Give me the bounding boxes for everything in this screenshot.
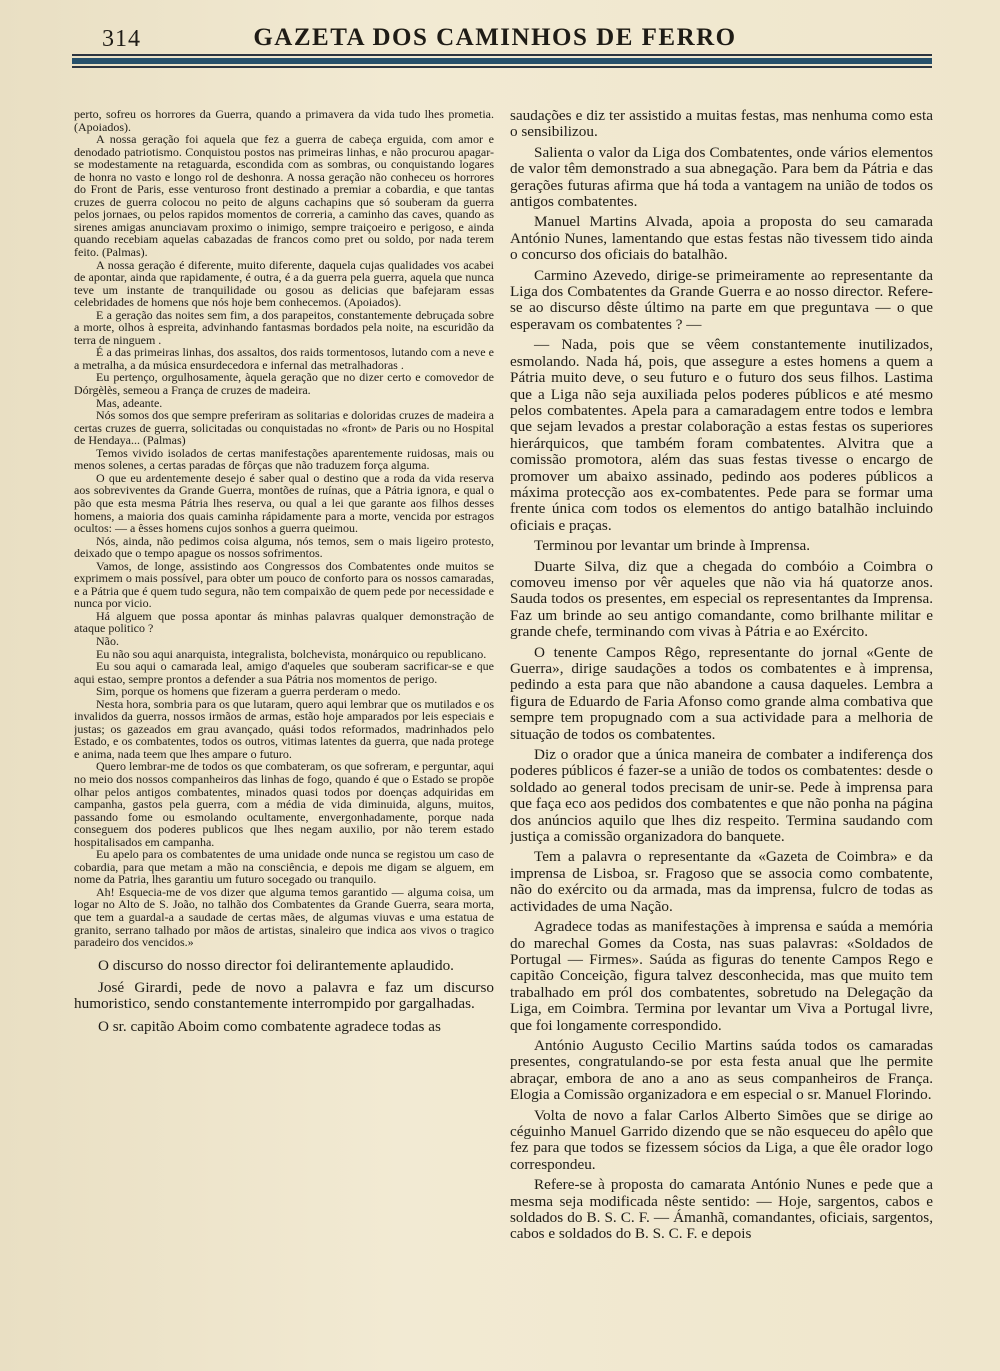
paragraph: Terminou por levantar um brinde à Imprensa. — [534, 537, 811, 555]
paragraph: É a das primeiras linhas, dos assaltos, dos raids tormentosos, lutando com a neve e a metralha, a da música ensurdecedora e infernal das metralhadoras . — [74, 345, 494, 372]
paragraph: perto, sofreu os horrores da Guerra, quando a primavera da vida tudo lhes prometia. (Apoiados). — [74, 108, 494, 134]
paragraph: Vamos, de longe, assistindo aos Congressos dos Combatentes onde muitos se exprimem o mais possível, para obter um pouco de conforto para os nossos camaradas, e a Pátria que é quem tudo segura, não tem compaixão de quem pede por necessidade e nunca por vicio. — [74, 558, 494, 611]
paragraph: Refere-se à proposta do camarata António Nunes e pede que a mesma seja modificada nêste sentido: — Hoje, sargentos, cabos e soldados do B. S. C. F. — Ámanhã, comandantes, oficiais, sargentos, cabos e soldados do B. S. C. F. e depois — [510, 1176, 933, 1243]
paragraph: Quero lembrar-me de todos os que combateram, os que sofreram, e perguntar, aqui no meio dos nossos companheiros das linhas de fogo, quando é que o Estado se propõe olhar pelos antigos combatentes, minados quasi todos por doenças adquiridas em campanha, gastos pela guerra, com a média de vida diminuida, alguns, muitos, passando fome ou esmolando ocultamente, envergonhadamente, porque nada conseguem dos poderes publicos que lhes negam auxilio, por não terem estado hospitalisados em campanha. — [74, 759, 494, 849]
paragraph: O tenente Campos Rêgo, representante do jornal «Gente de Guerra», dirige saudações a todos os combatentes e à imprensa, pedindo a esta para que não abandone a causa daqueles. Lembra a figura de Eduardo de Faria Afonso como grande alma combativa que sempre tem propugnado com a sua actividade para a melhoria de situação de todos os combatentes. — [510, 643, 933, 743]
speech-text — [74, 108, 494, 949]
paragraph: Eu sou aqui o camarada leal, amigo d'aqueles que souberam sacrificar-se e que aqui estao, sempre prontos a defender a sua Pátria nos momentos de perigo. — [74, 659, 494, 686]
paragraph: Há alguem que possa apontar ás minhas palavras qualquer demonstração de ataque politico ? — [74, 608, 494, 636]
paragraph: Tem a palavra o representante da «Gazeta de Coimbra» e da imprensa de Lisboa, sr. Fragoso que se associa como combatente, não do exército ou da armada, mas da imprensa, fulcro de todas as actividades de uma Nação. — [510, 848, 933, 915]
paragraph: Volta de novo a falar Carlos Alberto Simões que se dirige ao céguinho Manuel Garrido dizendo que se não esqueceu do apêlo que fez para que todos se fizessem sócios da Liga, a que êle orador logo correspondeu. — [510, 1106, 933, 1173]
paragraph: Nós somos dos que sempre preferiram as solitarias e doloridas cruzes de madeira a certas cruzes de guerra, solicitadas ou conquistadas no «front» de Paris ou no Hospital de Hendaya... (Palmas) — [74, 408, 494, 448]
paragraph: Agradece todas as manifestações à imprensa e saúda a memória do marechal Gomes da Costa, nas suas palavras: «Soldados de Portugal — Firmes». Saúda as figuras do tenente Campos Rego e capitão Conceição, figura talvez desconhecida, mas que muito tem trabalhado em pról dos combatentes, sobretudo na Delegação da Liga, em Coimbra. Termina por levantar um Viva a Portugal livre, que foi longamente correspondido. — [510, 918, 933, 1034]
paragraph: saudações e diz ter assistido a muitas festas, mas nenhuma como esta o sensibilizou. — [510, 108, 933, 141]
paragraph: A nossa geração é diferente, muito diferente, daquela cujas qualidades vos acabei de apontar, ainda que rapidamente, é outra, é a da guerra pela guerra, aquela que nunca teve um instante de tranquilidade ou gosou as delicias que bafejaram essas celebridades de homens que nós hoje bem conhecemos. (Apoiados). — [74, 257, 494, 310]
paragraph: Carmino Azevedo, dirige-se primeiramente ao representante da Liga dos Combatentes da Grande Guerra e ao nosso director. Refere-se ao discurso dêste último na parte em que preguntava — o que esperavam os combatentes ? — — [510, 266, 933, 333]
paragraph: Manuel Martins Alvada, apoia a proposta do seu camarada António Nunes, lamentando que estas festas não tivessem tido ainda o concurso dos oficiais do batalhão. — [510, 213, 933, 264]
publication-title: GAZETA DOS CAMINHOS DE FERRO — [253, 24, 737, 51]
paragraph: Nós, ainda, não pedimos coisa alguma, nós temos, sem o mais ligeiro protesto, deixado que o tempo apague os nossos sofrimentos. — [74, 533, 494, 561]
paragraph: Mas, adeante. — [96, 395, 163, 410]
paragraph: O que eu ardentemente desejo é saber qual o destino que a roda da vida reserva aos sobreviventes da Grande Guerra, montões de ruínas, que a Pátria ignora, e qual o pão que esta mesma Pátria lhes reserva, ou qual a lei que garante aos filhos desses homens, a maioria dos quais caminha rápidamente para a morte, vencida por estragos ocultos: — a êsses homens cujos sonhos a guerra queimou. — [74, 470, 494, 536]
paragraph: António Augusto Cecilio Martins saúda todos os camaradas presentes, congratulando-se por esta festa anual que lhe permite abraçar, embora de ano a ano as seus companheiros de França. Elogia a Comissão organizadora e em especial o sr. Manuel Florindo. — [510, 1036, 933, 1104]
left-column — [74, 108, 494, 1308]
paragraph: Sim, porque os homens que fizeram a guerra perderam o medo. — [96, 684, 401, 699]
paragraph: — Nada, pois que se vêem constantemente inutilizados, esmolando. Nada há, pois, que assegure a estes homens a quem a Pátria muito deve, o seu futuro e o futuro dos seus filhos. Lastima que a Liga não seja auxiliada pelos poderes públicos e até mesmo pelos combatentes. Apela para a camaradagem entre todos e lembra que sejam levados a prestar colaboração a estas festas os superiores hierárquicos, que também foram combatentes. Alvitra que a comissão promotora, além das suas festas tivesse o encargo de promover um abaixo assinado, pedindo aos poderes públicos a máxima protecção aos ex-combatentes. Pede para se formar uma frente única com todos os elementos do antigo batalhão incluindo oficiais e praças. — [510, 336, 933, 534]
paragraph: Eu pertenço, orgulhosamente, àquela geração que no dizer certo e comovedor de Dórgèlès, semeou a França de cruzes de madeira. — [74, 370, 494, 398]
paragraph: Eu não sou aqui anarquista, integralista, bolchevista, monárquico ou republicano. — [96, 646, 487, 661]
paragraph: O sr. capitão Aboim como combatente agradece todas as — [98, 1017, 441, 1035]
paragraph: Ah! Esquecia-me de vos dizer que alguma temos garantido — alguma coisa, um logar no Alto de S. João, no talhão dos Combatentes da Grande Guerra, seara morta, que tem a guardal-a a saudade de certas mães, de algumas viuvas e uma estatua de granito, serrano talhado por mãos de artistas, sinaleiro que indica aos vivos o tragico paradeiro dos vencidos.» — [74, 884, 494, 950]
paragraph: Não. — [96, 633, 119, 648]
paragraph: José Girardi, pede de novo a palavra e faz um discurso humoristico, sendo constantemente interrompido por gargalhadas. — [74, 979, 494, 1013]
paragraph: Temos vivido isolados de certas manifestações aparentemente ruidosas, mais ou menos solenes, a certas paradas de fôrças que não traduzem força alguma. — [74, 445, 494, 473]
paragraph: E a geração das noites sem fim, a dos parapeitos, constantemente debruçada sobre a morte, olhos à espreita, advinhando fantasmas bordados pela noite, na escuridão da terra de ninguem . — [74, 307, 494, 347]
paragraph: Salienta o valor da Liga dos Combatentes, onde vários elementos de valor têm demonstrado a sua abnegação. Para bem da Pátria e das gerações futuras afirma que há toda a vantagem na união de todos os antigos combatentes. — [510, 143, 933, 211]
paragraph: Duarte Silva, diz que a chegada do combóio a Coimbra o comoveu imenso por vêr aqueles que não via há quatorze anos. Sauda todos os presentes, em especial os representantes da Imprensa. Faz um brinde ao seu antigo comandante, como brilhante militar e grande chefe, terminando com vivas à Pátria e ao Exército. — [510, 557, 933, 641]
paragraph: O discurso do nosso director foi delirantemente aplaudido. — [98, 956, 454, 974]
paragraph: Eu apelo para os combatentes de uma unidade onde nunca se registou um caso de cobardia, para que metam a mão na consciência, e depois me digam se alguem, em nome da Patria, lhes garantiu um futuro socegado ou tranquilo. — [74, 847, 494, 887]
right-column — [510, 108, 933, 1308]
header-rule — [72, 54, 932, 68]
report-text — [74, 958, 494, 1036]
page-number: 314 — [102, 26, 141, 52]
paragraph: A nossa geração foi aquela que fez a guerra de cabeça erguida, com amor e denodado patriotismo. Conquistou postos nas primeiras linhas, e não procurou apagar-se modestamente na retaguarda, escondida com as sombras, ou conquistando logares de honra no vasto e longo rol de deshonra. A nossa geração não conheceu os horrores do Front de Paris, esse venturoso front destinado a premiar a cobardia, e que tantas cruzes de guerra colocou no peito de alguns cachapins que só souberam da guerra pelos jornaes, ou pelos rapidos momentos de correria, a caminho das caves, quando as sirenes amigas anunciavam proximo o inimigo, sempre traiçoeiro e perigoso, e ainda quando recebiam aquelas cabazadas de francos como pret ou soldo, por nada terem feito. (Palmas). — [74, 132, 494, 260]
paragraph: Diz o orador que a única maneira de combater a indiferença dos poderes públicos é fazer-se a união de todos os combatentes: desde o soldado ao general todos precisam de unir-se. Pede à imprensa para que faça eco aos pedidos dos combatentes e que não ponha na página dos anúncios aquilo que lhes diz respeito. Termina saudando com justiça a comissão organizadora do banquete. — [510, 746, 933, 846]
paragraph: Nesta hora, sombria para os que lutaram, quero aqui lembrar que os mutilados e os invalidos da guerra, nossos irmãos de armas, estão hoje amparados por leis especiais e justas; os gazeados em grau avançado, quási todos reformados, madrinhados pelo Estado, e os combatentes, todos os outros, vitimas latentes da guerra, que nada protege e anima, nada teem que lhes ampare o futuro. — [74, 696, 494, 761]
